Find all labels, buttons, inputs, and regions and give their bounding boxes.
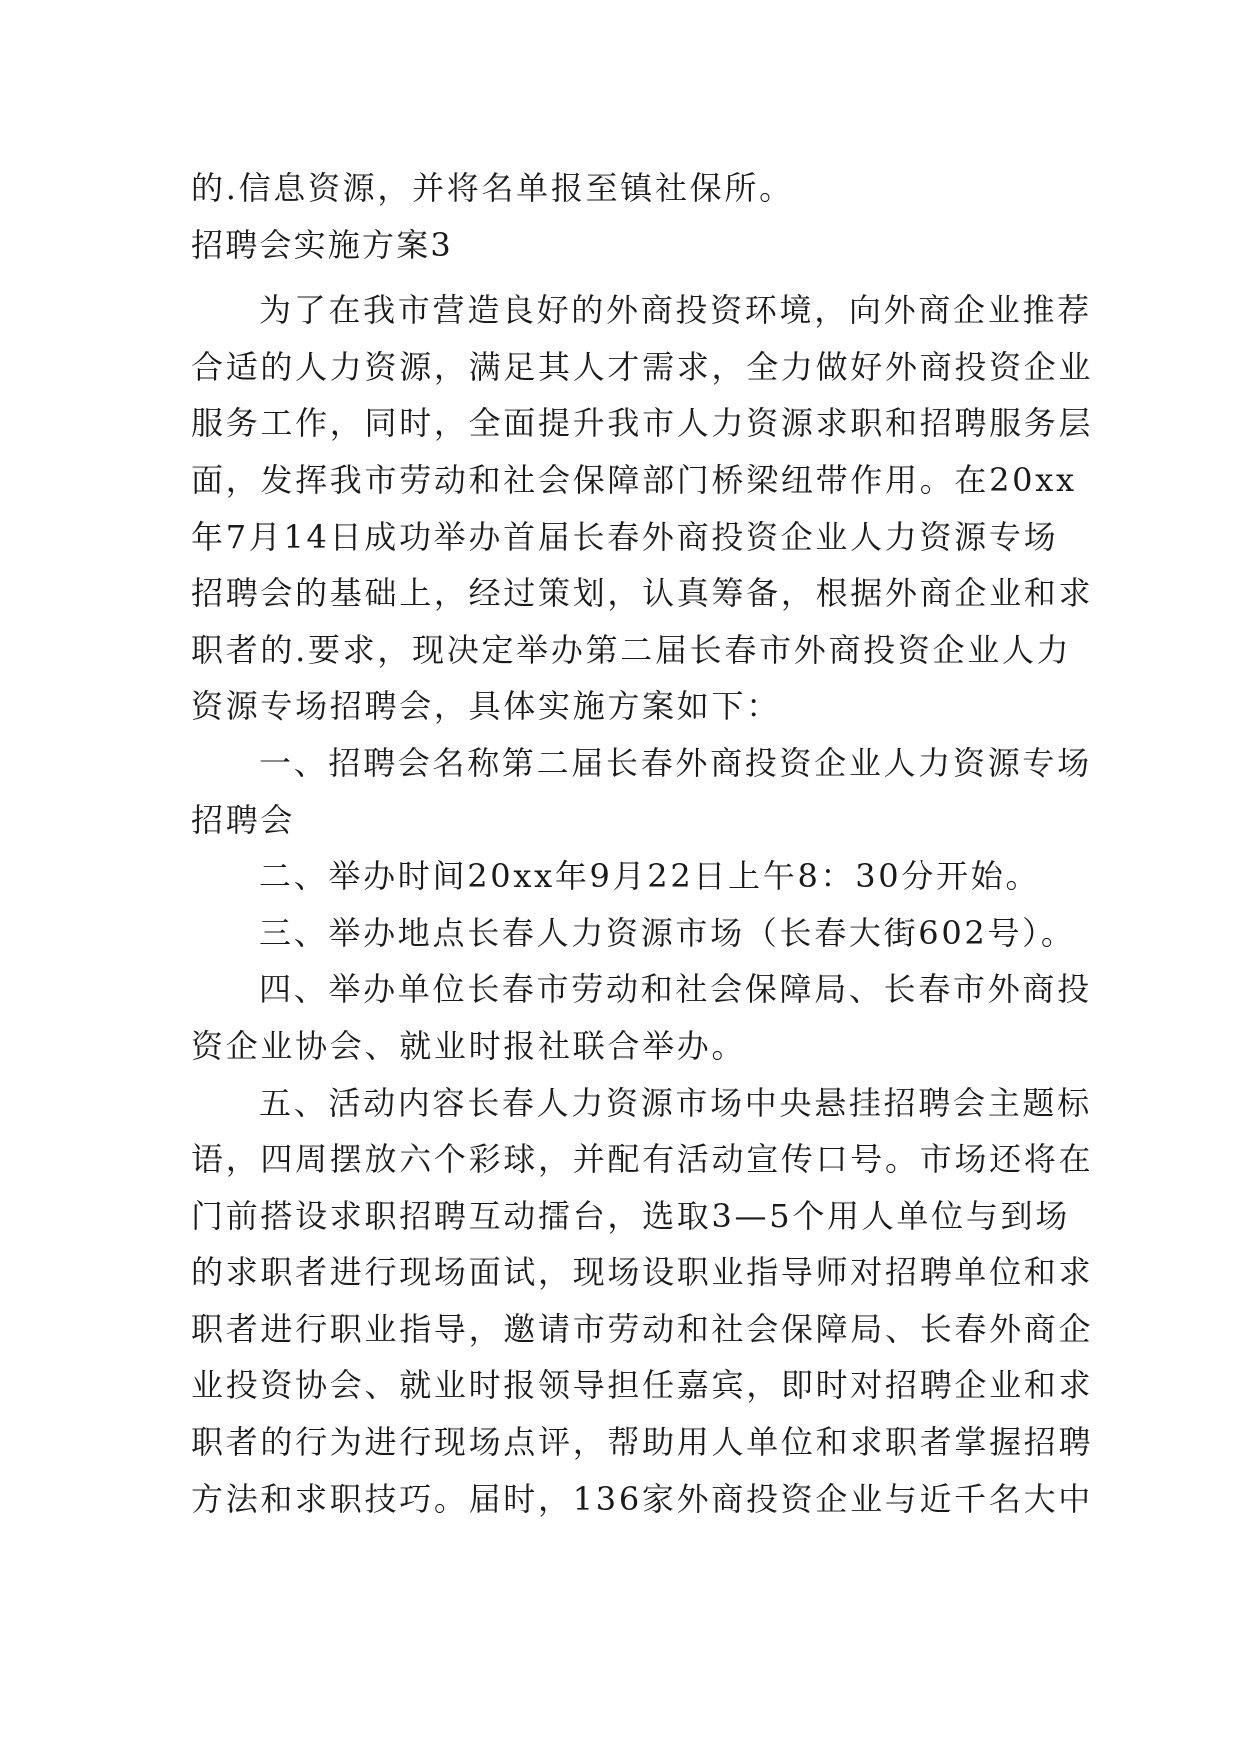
text-line: 职者进行职业指导，邀请市劳动和社会保障局、长春外商企 bbox=[191, 1309, 1094, 1348]
text-line: 职者的行为进行现场点评，帮助用人单位和求职者掌握招聘 bbox=[191, 1423, 1094, 1462]
document-body bbox=[191, 160, 1094, 1527]
text-line: 面，发挥我市劳动和社会保障部门桥梁纽带作用。在20xx bbox=[191, 460, 1077, 499]
text-line: 年7月14日成功举办首届长春外商投资企业人力资源专场 bbox=[191, 517, 1059, 556]
text-line: 的求职者进行现场面试，现场设职业指导师对招聘单位和求 bbox=[191, 1253, 1094, 1292]
text-line: 方法和求职技巧。届时，136家外商投资企业与近千名大中 bbox=[191, 1479, 1093, 1518]
text-line: 合适的人力资源，满足其人才需求，全力做好外商投资企业 bbox=[191, 347, 1094, 386]
text-line: 四、举办单位长春市劳动和社会保障局、长春市外商投 bbox=[259, 970, 1092, 1009]
text-line: 三、举办地点长春人力资源市场（长春大街602号）。 bbox=[259, 913, 1076, 952]
text-line: 门前搭设求职招聘互动擂台，选取3—5个用人单位与到场 bbox=[191, 1196, 1070, 1235]
text-line: 资企业协会、就业时报社联合举办。 bbox=[191, 1026, 747, 1065]
text-line: 招聘会 bbox=[191, 800, 296, 839]
text-line: 招聘会的基础上，经过策划，认真筹备，根据外商企业和求 bbox=[191, 574, 1094, 613]
text-line: 语，四周摆放六个彩球，并配有活动宣传口号。市场还将在 bbox=[191, 1140, 1094, 1179]
text-line: 职者的.要求，现决定举办第二届长春市外商投资企业人力 bbox=[191, 630, 1072, 669]
text-line: 为了在我市营造良好的外商投资环境，向外商企业推荐 bbox=[259, 291, 1092, 330]
text-line: 业投资协会、就业时报领导担任嘉宾，即时对招聘企业和求 bbox=[191, 1366, 1094, 1405]
text-line: 一、招聘会名称第二届长春外商投资企业人力资源专场 bbox=[259, 743, 1092, 782]
text-line: 服务工作，同时，全面提升我市人力资源求职和招聘服务层 bbox=[191, 404, 1094, 443]
section-heading: 招聘会实施方案3 bbox=[191, 225, 453, 264]
text-line: 二、举办时间20xx年9月22日上午8：30分开始。 bbox=[259, 857, 1041, 896]
text-line: 资源专场招聘会，具体实施方案如下： bbox=[191, 687, 781, 726]
text-line: 的.信息资源，并将名单报至镇社保所。 bbox=[191, 169, 794, 207]
text-line: 五、活动内容长春人力资源市场中央悬挂招聘会主题标 bbox=[259, 1083, 1092, 1122]
